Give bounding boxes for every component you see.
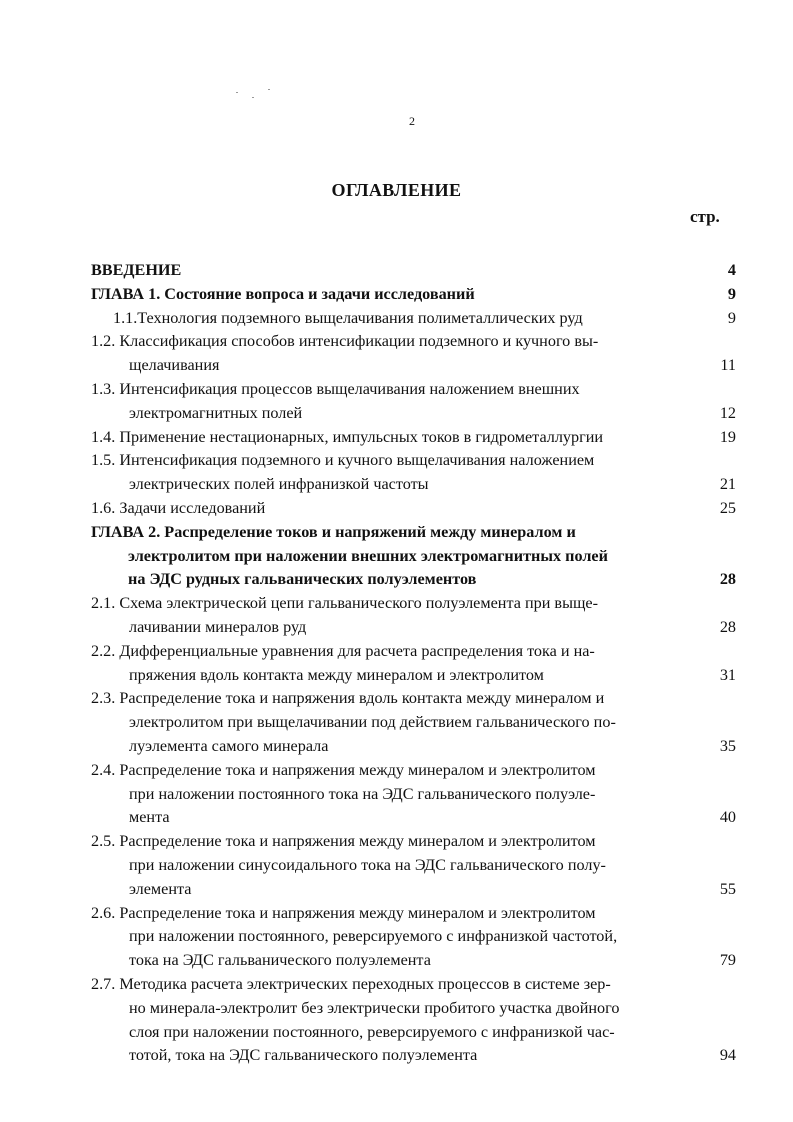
toc-entry-line: 2.4. Распределение тока и напряжения между минералом и электролитом [91, 760, 596, 779]
toc-entry-page: 28 [719, 570, 736, 589]
toc-entry-1-5[interactable] [91, 449, 736, 497]
toc-entry-line: 1.3. Интенсификация процессов выщелачивания наложением внешних [91, 379, 580, 398]
toc-entry-page: 28 [719, 617, 736, 636]
toc-entry-line: 2.1. Схема электрической цепи гальванического полуэлемента при выще- [91, 594, 598, 613]
toc-entry-line: при наложении синусоидального тока на ЭДС гальванического полу- [129, 855, 606, 874]
toc-entry-page: 40 [719, 808, 736, 827]
toc-entry-introduction[interactable] [91, 259, 736, 283]
toc-entry-line: луэлемента самого минерала [129, 736, 329, 755]
toc-entry-page: 79 [719, 951, 736, 970]
toc-entry-page: 19 [719, 427, 736, 446]
toc-entry-page: 55 [719, 879, 736, 898]
toc-entry-line: слоя при наложении постоянного, реверсируемого с инфранизкой час- [129, 1022, 615, 1041]
toc-entry-page: 21 [719, 475, 736, 494]
toc-entry-line: 2.6. Распределение тока и напряжения между минералом и электролитом [91, 903, 596, 922]
toc-entry-page: 35 [719, 736, 736, 755]
toc-entry-page: 94 [719, 1046, 736, 1065]
toc-entry-page: 25 [719, 498, 736, 517]
toc-entry-line: ВВЕДЕНИЕ [91, 261, 182, 279]
toc-entry-line: 1.1.Технология подземного выщелачивания полиметаллических руд [113, 308, 583, 327]
toc-entry-2-1[interactable] [91, 592, 736, 640]
toc-entry-line: при наложении постоянного, реверсируемого с инфранизкой частотой, [129, 927, 618, 946]
toc-entry-1-3[interactable] [91, 378, 736, 426]
toc-entry-line: 1.4. Применение нестационарных, импульсных токов в гидрометаллургии [91, 427, 604, 446]
toc-entry-page: 9 [727, 284, 736, 303]
toc-entry-line: на ЭДС рудных гальванических полуэлементов [128, 570, 477, 589]
toc-entry-line: электромагнитных полей [129, 403, 303, 422]
toc-entry-2-3[interactable] [91, 687, 736, 758]
toc-entry-1-6[interactable] [91, 497, 736, 521]
toc-entry-line: электролитом при наложении внешних электромагнитных полей [128, 546, 608, 565]
toc-entry-line: 2.7. Методика расчета электрических переходных процессов в системе зер- [91, 974, 611, 993]
page-number: 2 [409, 114, 415, 128]
toc-entry-2-4[interactable] [91, 759, 736, 830]
toc-entry-line: при наложении постоянного тока на ЭДС гальванического полуэле- [129, 784, 596, 803]
toc-entry-2-5[interactable] [91, 830, 736, 901]
toc-entry-line: ГЛАВА 1. Состояние вопроса и задачи исследований [91, 284, 475, 303]
toc-entry-1-2[interactable] [91, 330, 736, 378]
toc-entry-page: 31 [719, 665, 736, 684]
page-column-label: стр. [690, 207, 720, 226]
page-title: ОГЛАВЛЕНИЕ [331, 180, 462, 200]
toc-entry-line: лачивании минералов руд [129, 617, 307, 636]
toc-entry-page: 12 [719, 403, 736, 422]
toc-entry-line: 1.5. Интенсификация подземного и кучного выщелачивания наложением [91, 451, 595, 470]
toc-entry-line: ГЛАВА 2. Распределение токов и напряжений между минералом и [91, 522, 576, 541]
toc-entry-line: пряжения вдоль контакта между минералом и электролитом [129, 665, 544, 684]
toc-entry-1-1[interactable] [91, 307, 736, 331]
toc-entry-line: 2.3. Распределение тока и напряжения вдоль контакта между минералом и [91, 689, 605, 708]
toc-entry-1-4[interactable] [91, 426, 736, 450]
toc-entry-line: электрических полей инфранизкой частоты [129, 475, 429, 494]
toc-entry-chapter-1[interactable] [91, 283, 736, 307]
toc-entry-line: 2.5. Распределение тока и напряжения между минералом и электролитом [91, 832, 596, 851]
toc-entry-line: 2.2. Дифференциальные уравнения для расчета распределения тока и на- [91, 641, 595, 660]
toc-entry-2-2[interactable] [91, 640, 736, 688]
toc-entry-line: мента [129, 808, 170, 827]
toc-entry-page: 4 [727, 261, 736, 279]
toc-entry-line: 1.2. Классификация способов интенсификации подземного и кучного вы- [91, 332, 599, 351]
table-of-contents [91, 259, 736, 1068]
toc-entry-2-7[interactable] [91, 973, 736, 1068]
toc-entry-line: щелачивания [129, 356, 220, 375]
toc-entry-line: 1.6. Задачи исследований [91, 498, 266, 517]
toc-entry-page: 9 [727, 308, 736, 327]
toc-entry-page: 11 [720, 356, 736, 375]
toc-entry-2-6[interactable] [91, 902, 736, 973]
toc-entry-line: электролитом при выщелачивании под действием гальванического по- [129, 713, 616, 732]
toc-entry-line: тотой, тока на ЭДС гальванического полуэлемента [129, 1046, 478, 1065]
toc-entry-line: тока на ЭДС гальванического полуэлемента [129, 951, 431, 970]
toc-entry-line: элемента [129, 879, 192, 898]
toc-entry-chapter-2[interactable] [91, 521, 736, 592]
toc-entry-line: но минерала-электролит без электрически пробитого участка двойного [129, 998, 620, 1017]
